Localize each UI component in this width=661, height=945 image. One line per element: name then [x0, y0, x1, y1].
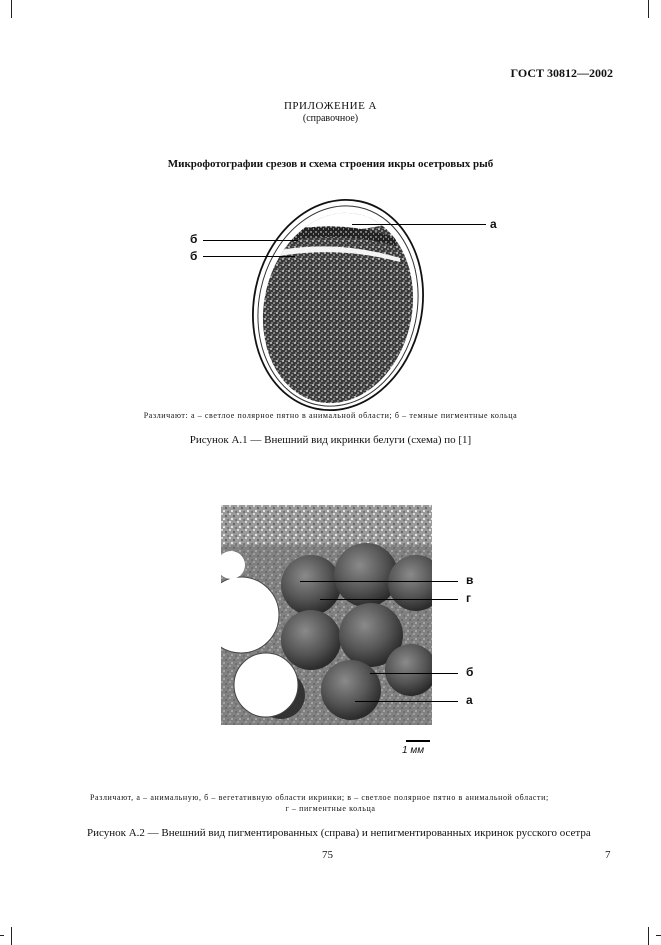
fig1-label-a: а: [490, 217, 497, 231]
fig2-leader-g: [320, 599, 458, 600]
crop-mark-br-v: [648, 927, 649, 945]
fig1-legend: Различают: а – светлое полярное пятно в анимальной области; б – темные пигментные кольца: [143, 411, 518, 420]
fig2-leader-v: [300, 581, 458, 582]
fig2-leader-b: [370, 673, 458, 674]
fig1-leader-b2: [203, 256, 295, 257]
fig2-label-b: б: [466, 665, 474, 679]
fig1-caption: Рисунок А.1 — Внешний вид икринки белуги (схема) по [1]: [189, 434, 472, 446]
fig1-label-b1: б: [190, 232, 198, 246]
crop-mark-bl-h: [0, 935, 4, 936]
sturgeon-eggs-photo: [221, 505, 432, 725]
section-title: Микрофотографии срезов и схема строения икры осетровых рыб: [167, 158, 494, 170]
fig2-label-g: г: [466, 591, 471, 605]
fig2-label-a: а: [466, 693, 473, 707]
appendix-title: ПРИЛОЖЕНИЕ А: [283, 100, 377, 112]
scale-bar-label: 1 мм: [402, 745, 425, 756]
fig2-leader-a: [355, 701, 458, 702]
appendix-subtitle: (справочное): [302, 113, 359, 124]
page-number-right: 7: [605, 849, 611, 861]
fig1-leader-b1: [203, 240, 298, 241]
beluga-egg-diagram: [0, 0, 661, 420]
fig2-caption: Рисунок А.2 — Внешний вид пигментированных (справа) и непигментированных икринок русского осетра: [87, 827, 591, 839]
crop-mark-br-h: [656, 935, 661, 936]
fig1-label-b2: б: [190, 249, 198, 263]
fig2-legend-line2: г – пигментные кольца: [285, 804, 376, 813]
page-number-center: 75: [322, 849, 333, 861]
fig1-leader-a: [352, 224, 486, 225]
fig2-label-v: в: [466, 573, 474, 587]
scale-bar: [406, 740, 430, 742]
crop-mark-bl-v: [11, 927, 12, 945]
standard-number: ГОСТ 30812—2002: [510, 66, 613, 80]
fig2-legend-line1: Различают, а – анимальную, б – вегетативную области икринки; в – светлое полярное пятно в анимальной области;: [90, 793, 549, 802]
